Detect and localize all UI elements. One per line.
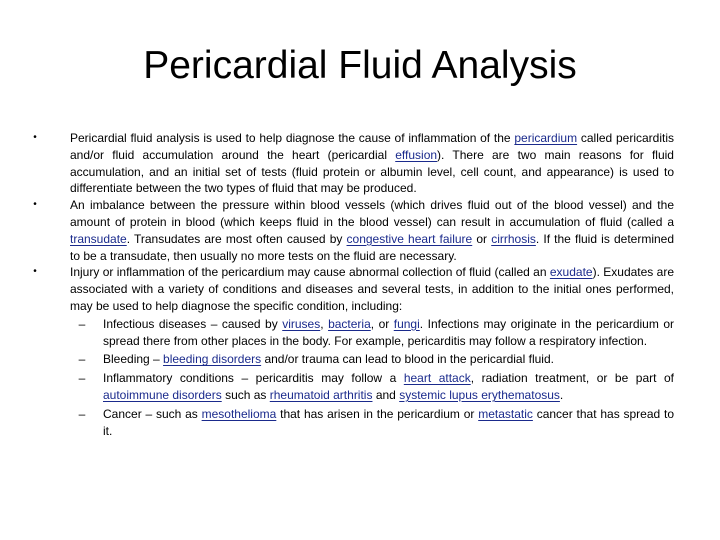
sub-bullet-item bbox=[28, 370, 674, 404]
text-run: Injury or inflammation of the pericardium may cause abnormal collection of fluid (called an bbox=[70, 265, 550, 280]
text-run: and/or trauma can lead to blood in the pericardial fluid. bbox=[261, 352, 554, 367]
hyperlink-cirrhosis[interactable]: cirrhosis bbox=[491, 231, 536, 246]
sub-bullet-item bbox=[28, 351, 674, 368]
hyperlink-bleeding-disorders[interactable]: bleeding disorders bbox=[163, 352, 262, 367]
dash-marker: – bbox=[78, 316, 86, 331]
text-run: or bbox=[472, 231, 492, 246]
text-run: Pericardial fluid analysis is used to help diagnose the cause of inflammation of the bbox=[70, 131, 515, 145]
bullet-marker: • bbox=[33, 132, 37, 143]
hyperlink-systemic-lupus-erythematosus[interactable]: systemic lupus erythematosus bbox=[399, 387, 560, 402]
hyperlink-rheumatoid-arthritis[interactable]: rheumatoid arthritis bbox=[269, 387, 373, 402]
text-run: , radiation treatment, or be part of bbox=[470, 371, 674, 386]
hyperlink-exudate[interactable]: exudate bbox=[549, 265, 593, 280]
hyperlink-autoimmune-disorders[interactable]: autoimmune disorders bbox=[103, 387, 222, 402]
dash-marker: – bbox=[78, 371, 86, 386]
hyperlink-heart-attack[interactable]: heart attack bbox=[403, 371, 471, 386]
sub-bullet-item bbox=[28, 406, 674, 440]
text-run: . If the fluid is determined to be a transudate, then usually no more tests on the fluid are necessary. bbox=[70, 231, 675, 263]
dash-marker: – bbox=[78, 406, 86, 421]
text-run: cancer that has spread to it. bbox=[103, 406, 675, 438]
hyperlink-congestive-heart-failure[interactable]: congestive heart failure bbox=[346, 231, 473, 246]
sub-bullet-item bbox=[28, 316, 674, 350]
bullet-item bbox=[28, 130, 674, 197]
text-run: ). Exudates are associated with a variety of conditions and diseases and several tests, in addition to the initial ones performed, may be used to help diagnose the specific condition, including: bbox=[70, 265, 674, 313]
slide-title: Pericardial Fluid Analysis bbox=[143, 44, 577, 87]
slide-body bbox=[28, 130, 674, 441]
text-run: that has arisen in the pericardium or bbox=[276, 406, 479, 421]
text-run: , bbox=[320, 316, 329, 331]
hyperlink-fungi[interactable]: fungi bbox=[393, 316, 420, 331]
bullet-marker: • bbox=[33, 266, 37, 278]
bullet-marker: • bbox=[33, 199, 37, 211]
text-run: and bbox=[372, 387, 400, 402]
hyperlink-bacteria[interactable]: bacteria bbox=[328, 316, 371, 331]
hyperlink-pericardium[interactable]: pericardium bbox=[514, 131, 578, 145]
hyperlink-mesothelioma[interactable]: mesothelioma bbox=[201, 406, 277, 421]
dash-marker: – bbox=[78, 352, 86, 367]
text-run: called pericarditis and/or fluid accumulation around the heart (pericardial bbox=[70, 131, 674, 162]
text-run: ). There are two main reasons for fluid accumulation, and an initial set of tests (fluid protein or albumin level, cell count, and appearance) is used to differentiate between the two types of fluid that may be produced. bbox=[70, 147, 674, 196]
text-run: . Infections may originate in the pericardium or spread there from other places in the body. For example, pericarditis may follow a respiratory infection. bbox=[103, 316, 674, 348]
text-run: Infectious diseases – caused by bbox=[103, 316, 283, 331]
hyperlink-viruses[interactable]: viruses bbox=[282, 316, 321, 331]
text-run: such as bbox=[221, 387, 270, 402]
hyperlink-transudate[interactable]: transudate bbox=[70, 231, 127, 246]
text-run: Cancer – such as bbox=[103, 406, 202, 421]
text-run: Inflammatory conditions – pericarditis may follow a bbox=[103, 371, 404, 386]
text-run: Bleeding – bbox=[103, 352, 164, 367]
text-run: , or bbox=[370, 316, 394, 331]
hyperlink-effusion[interactable]: effusion bbox=[395, 147, 438, 162]
bullet-item bbox=[28, 197, 674, 264]
hyperlink-metastatic[interactable]: metastatic bbox=[478, 406, 533, 421]
text-run: . Transudates are most often caused by bbox=[126, 231, 347, 246]
text-run: . bbox=[559, 387, 564, 402]
bullet-item bbox=[28, 264, 674, 314]
text-run: An imbalance between the pressure within blood vessels (which drives fluid out of the blood vessel) and the amount of protein in blood (which keeps fluid in the blood vessel) can result in accumulation of fluid (called a bbox=[70, 198, 674, 229]
